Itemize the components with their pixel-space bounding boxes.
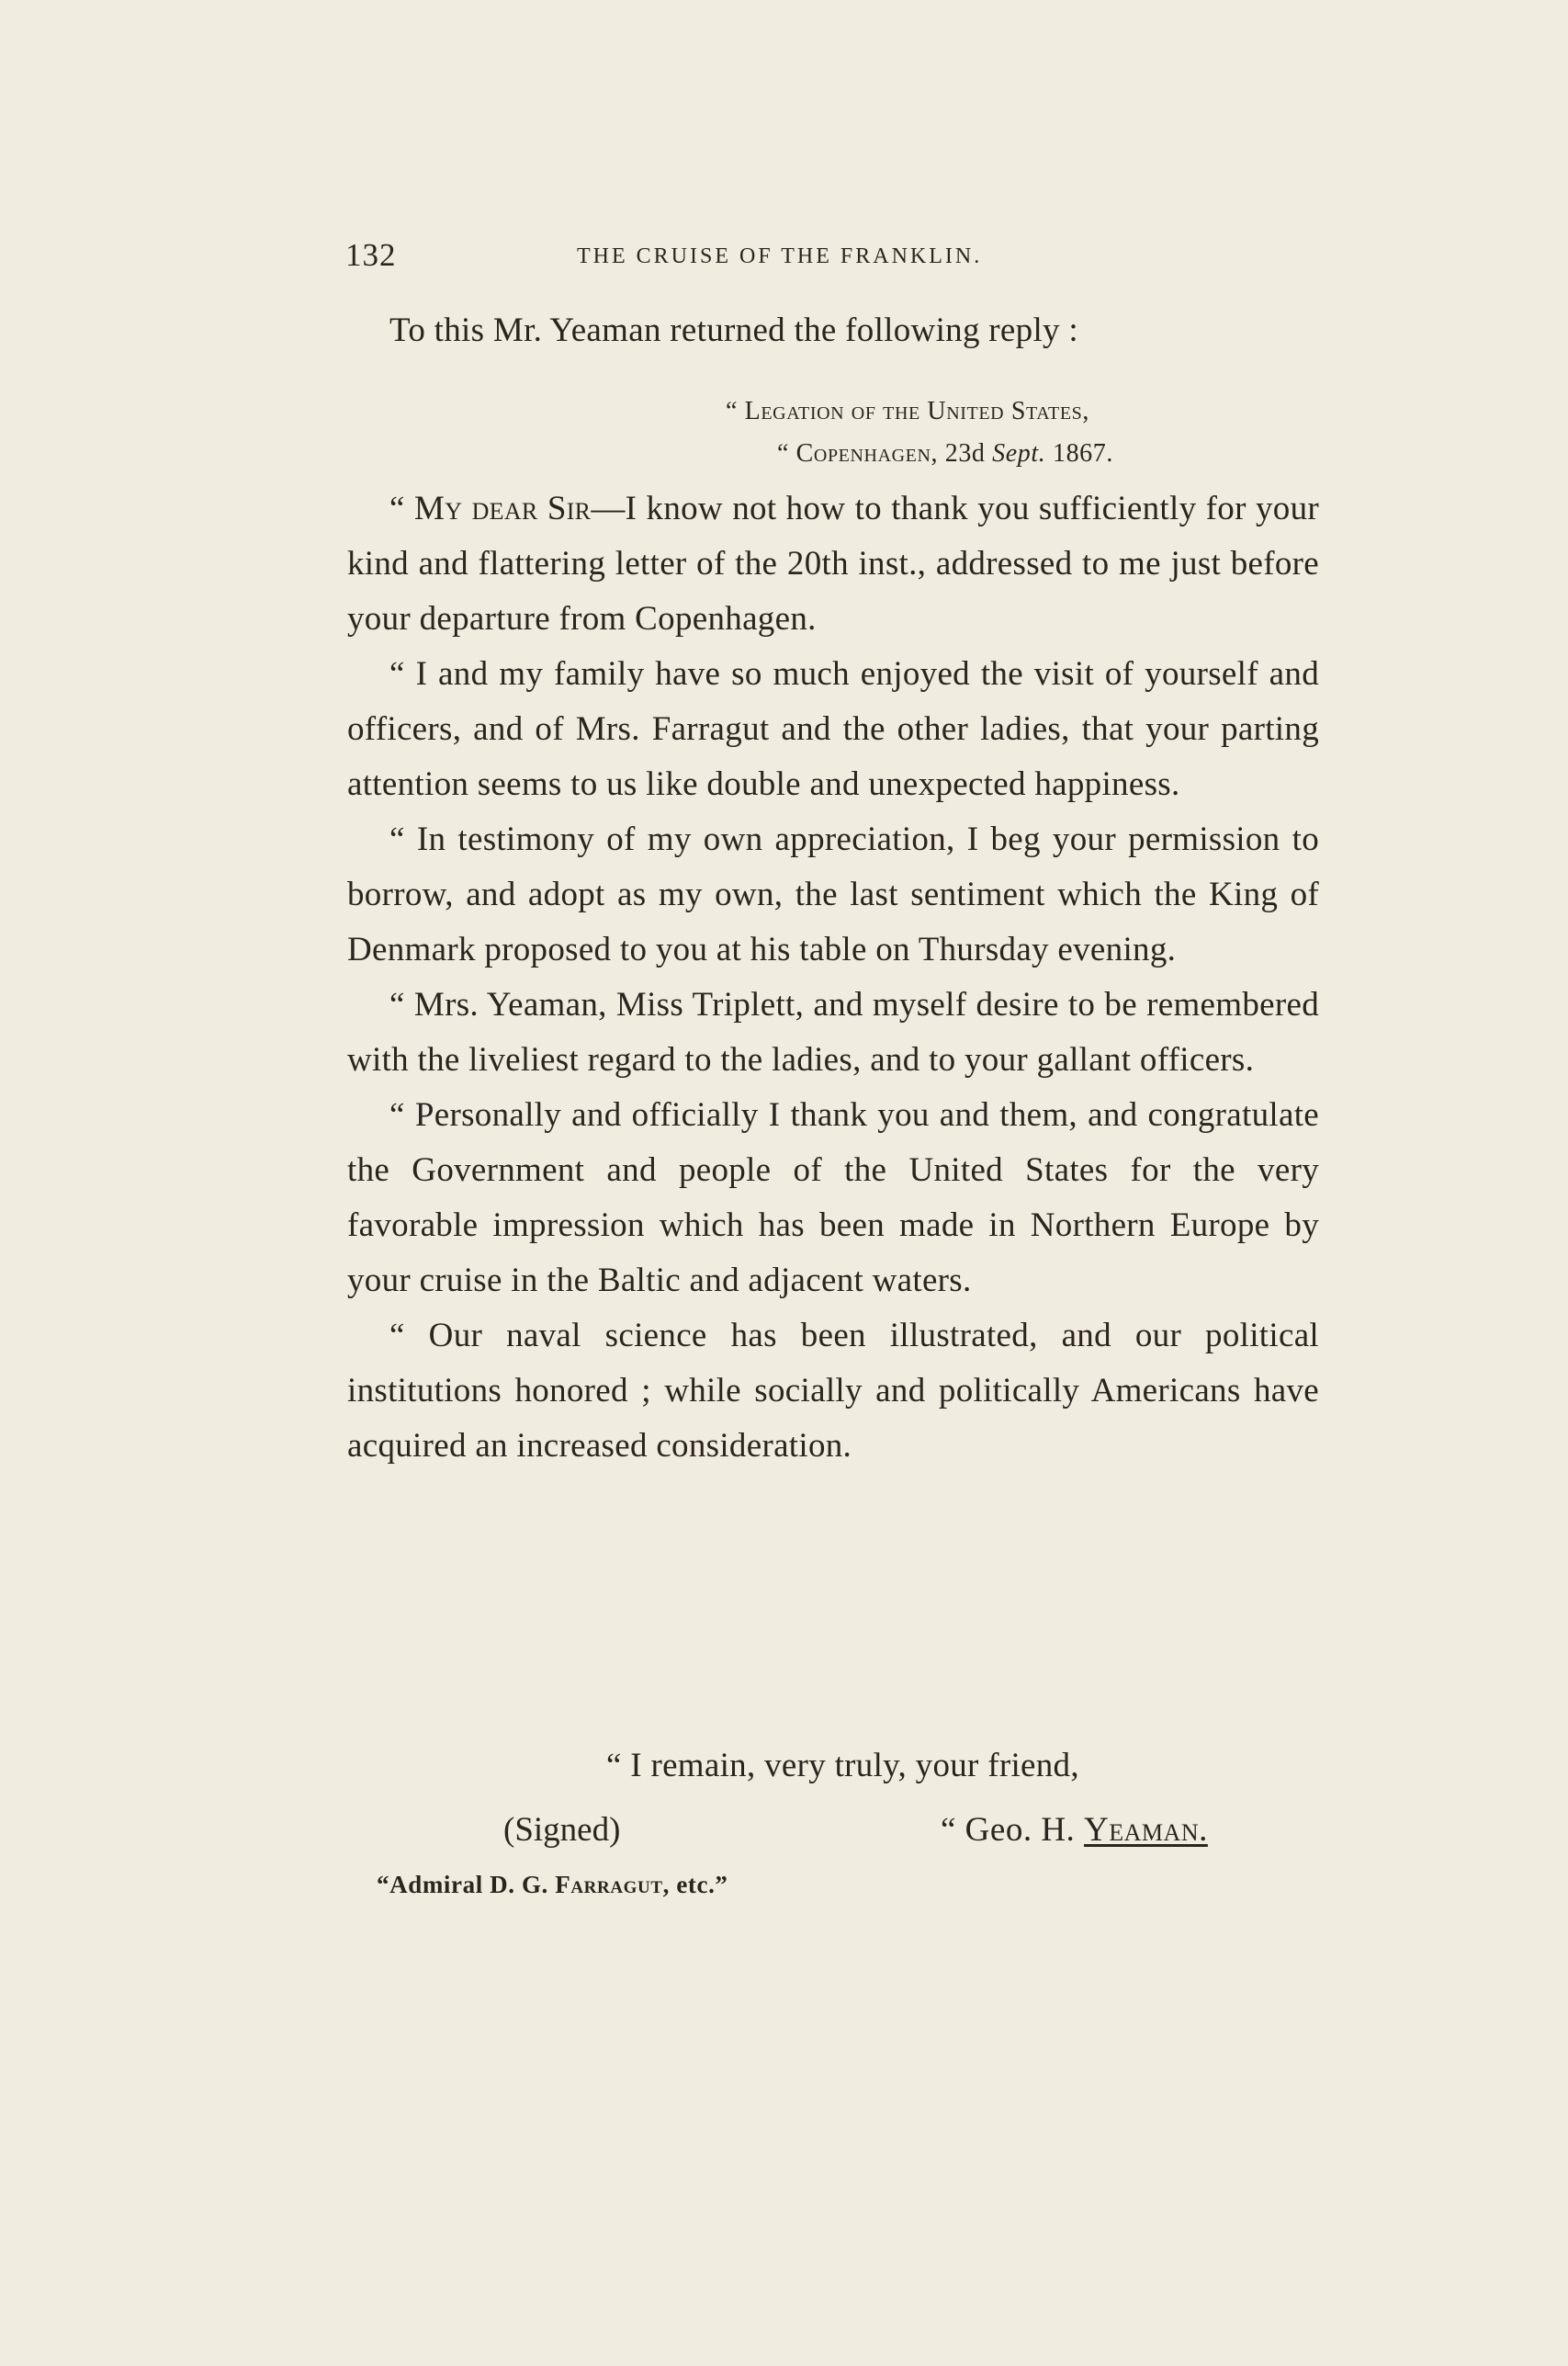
addressee	[377, 1871, 728, 1899]
signature-prefix: “ Geo. H.	[941, 1811, 1076, 1849]
dateline-legation-text: “ Legation of the United States,	[726, 397, 1089, 425]
letter-closing: “ I remain, very truly, your friend,	[606, 1747, 1079, 1784]
salutation-text: —I know not how to thank you sufficiently for your kind and flattering letter of the 20th inst., addressed to me just before your departure from Copenhagen.	[347, 490, 1319, 638]
signature	[941, 1810, 1208, 1850]
page-number: 132	[345, 237, 397, 273]
letter-paragraph: “ In testimony of my own appreciation, I beg your permission to borrow, and adopt as my own, the last sentiment which the King of Denmark proposed to you at his table on Thursday evening.	[347, 821, 1319, 968]
dateline-place: “ Copenhagen,	[777, 439, 939, 468]
running-title: THE CRUISE OF THE FRANKLIN.	[577, 244, 983, 268]
letter-paragraph: “ I and my family have so much enjoyed the visit of yourself and officers, and of Mrs. Farragut and the other ladies, that your parting attention seems to us like double and unexpected happiness.	[347, 655, 1319, 803]
intro-line: To this Mr. Yeaman returned the following reply :	[389, 311, 1078, 349]
addressee-suffix: , etc.”	[662, 1871, 728, 1898]
dateline-place-date	[777, 439, 1113, 469]
letter-paragraph: “ Our naval science has been illustrated, and our political institutions honored ; while socially and politically Americans have acquired an increased consideration.	[347, 1317, 1319, 1465]
dateline-year: 1867.	[1052, 439, 1113, 468]
salutation-paragraph	[347, 481, 1319, 647]
dateline-month: Sept.	[992, 439, 1046, 468]
page-header	[345, 237, 1319, 277]
dateline-legation	[726, 397, 1089, 426]
salutation: “ My dear Sir	[389, 490, 592, 527]
letter-body	[347, 481, 1319, 1474]
addressee-surname: Farragut	[555, 1871, 663, 1898]
letter-paragraph: “ Personally and officially I thank you and them, and congratulate the Government and people of the United States for the very favorable impression which has been made in Northern Europe by your cruise in the Baltic and adjacent waters.	[347, 1096, 1319, 1299]
dateline-day: 23d	[944, 439, 986, 468]
addressee-prefix: “Admiral D. G.	[377, 1871, 548, 1898]
letter-paragraph: “ Mrs. Yeaman, Miss Triplett, and myself desire to be remembered with the liveliest regard to the ladies, and to your gallant officers.	[347, 986, 1319, 1079]
signature-surname: Yeaman.	[1084, 1811, 1208, 1849]
signed-label: (Signed)	[503, 1811, 621, 1849]
